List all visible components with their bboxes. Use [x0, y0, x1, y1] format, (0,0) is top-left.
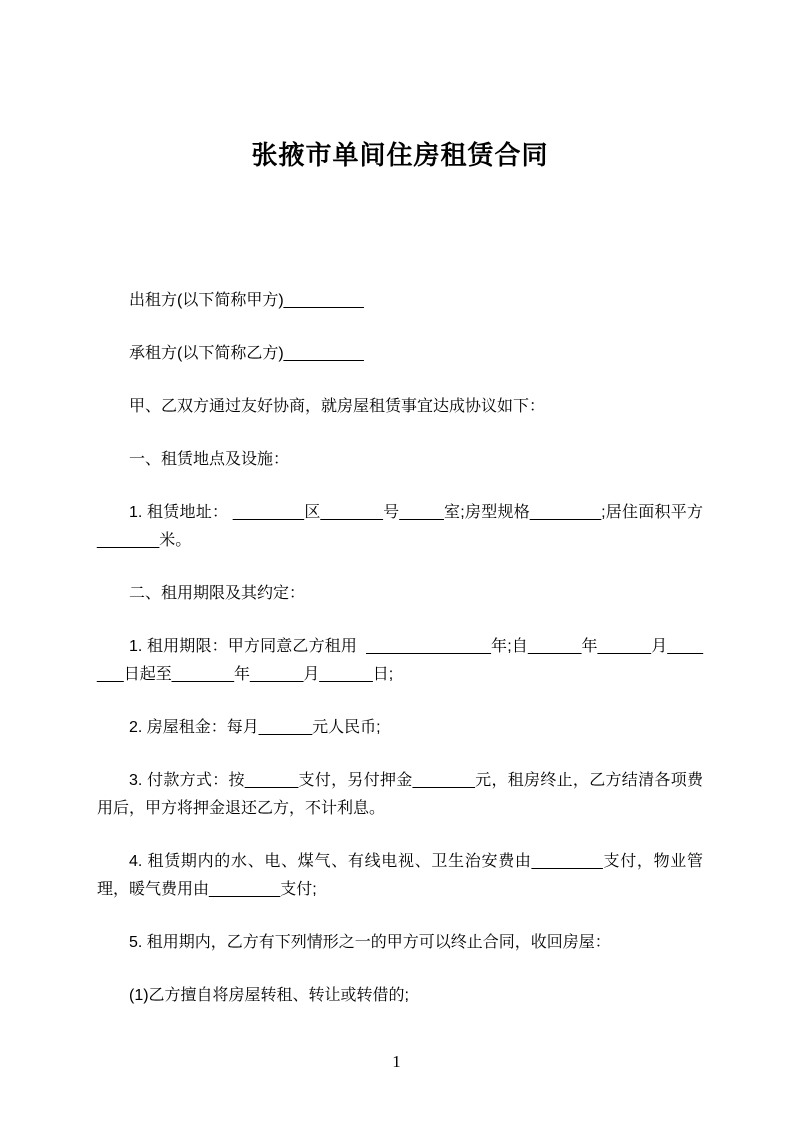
para-lease-term-dates: 1. 租用期限：甲方同意乙方租用 ______________年;自______年______月_______日起至_______年______月______日; — [97, 638, 703, 683]
para-payment-method-deposit: 3. 付款方式：按______支付，另付押金_______元，租房终止，乙方结清各项费用后，甲方将押金退还乙方，不计利息。 — [97, 772, 703, 817]
para-agreement-intro: 甲、乙双方通过友好协商，就房屋租赁事宜达成协议如下： — [129, 398, 546, 415]
heading-section-1-location-facilities: 一、租赁地点及设施： — [129, 451, 290, 468]
page-number: 1 — [392, 1052, 401, 1071]
para-lessee-party-b: 承租方(以下简称乙方)_________ — [129, 345, 364, 362]
document-title: 张掖市单间住房租赁合同 — [251, 140, 549, 170]
para-rental-address: 1. 租赁地址： ________区_______号_____室;房型规格________;居住面积平方_______米。 — [97, 504, 703, 549]
para-utilities-fees: 4. 租赁期内的水、电、煤气、有线电视、卫生治安费由________支付，物业管理，暖气费用由________支付; — [97, 853, 703, 898]
para-monthly-rent: 2. 房屋租金：每月______元人民币; — [129, 719, 381, 736]
para-termination-conditions: 5. 租用期内，乙方有下列情形之一的甲方可以终止合同，收回房屋： — [129, 934, 611, 951]
heading-section-2-lease-term: 二、租用期限及其约定： — [129, 585, 306, 602]
para-sublet-clause: (1)乙方擅自将房屋转租、转让或转借的; — [129, 987, 410, 1004]
para-lessor-party-a: 出租方(以下简称甲方)_________ — [129, 292, 364, 309]
